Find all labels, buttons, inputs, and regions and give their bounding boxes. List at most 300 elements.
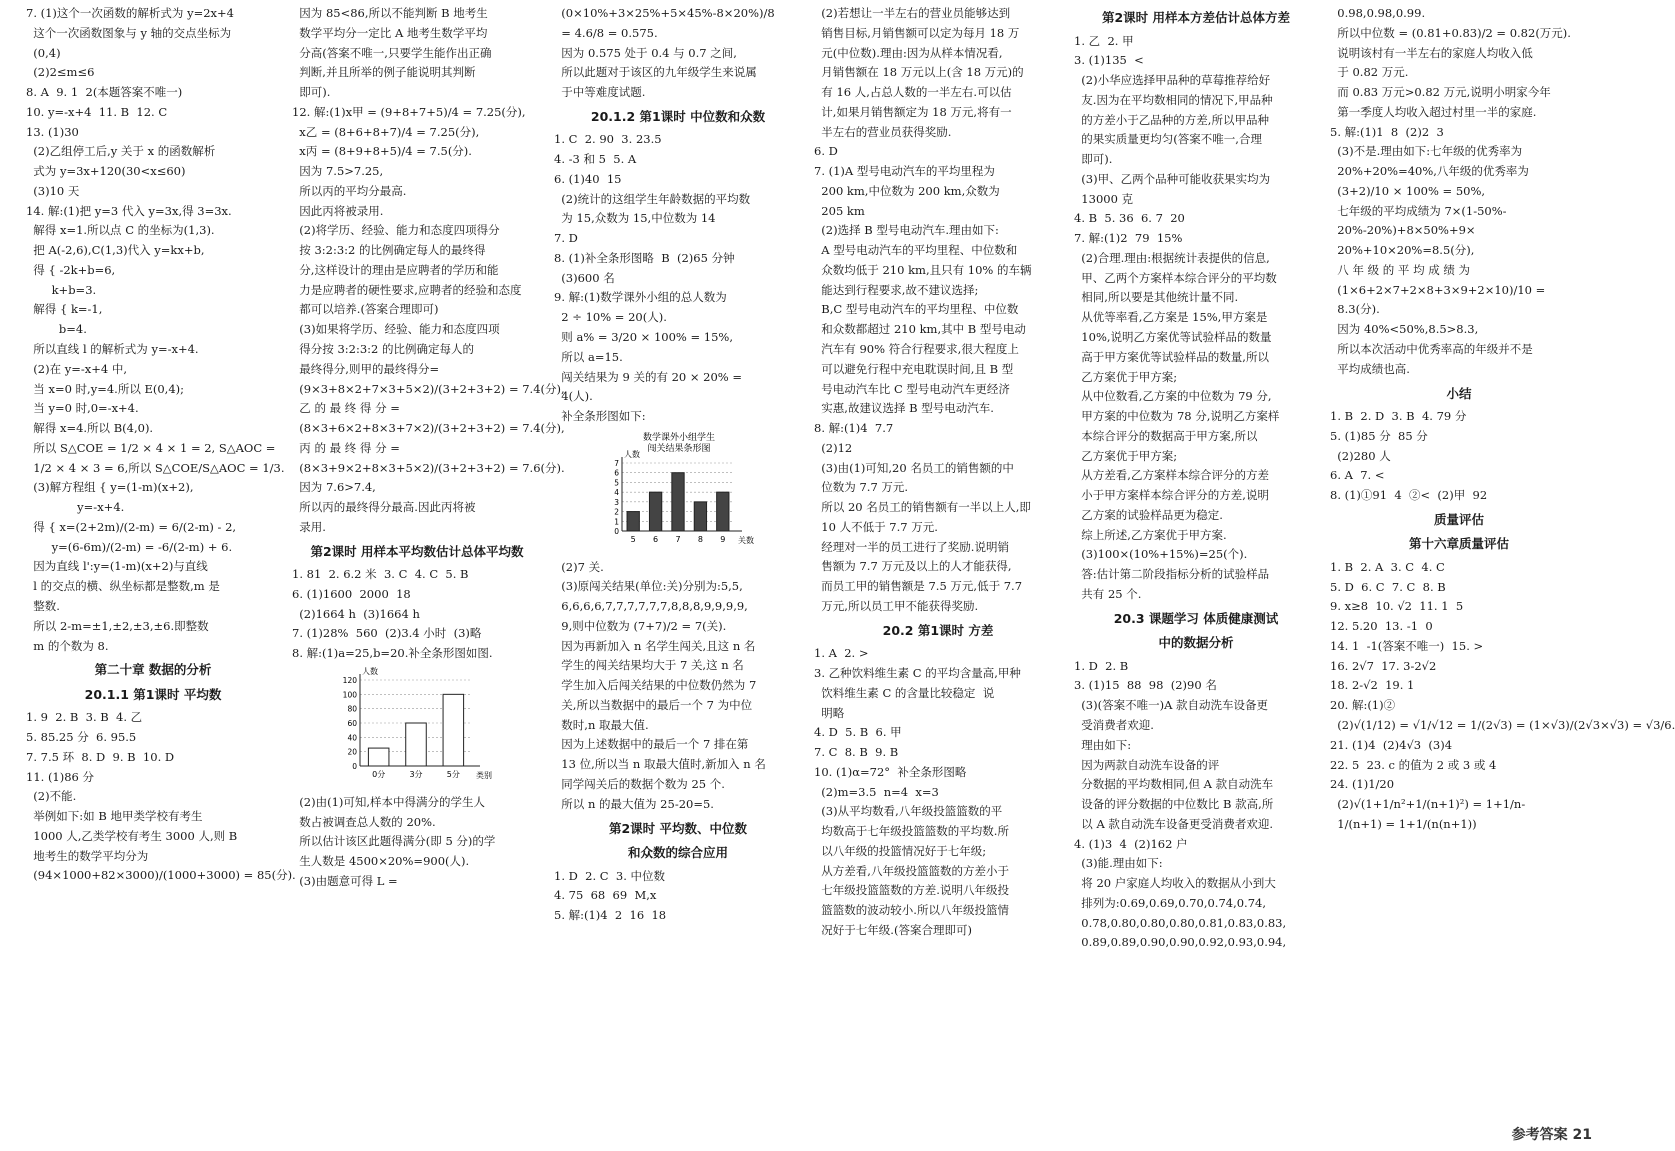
answer-line: 20%+20%=40%,八年级的优秀率为 — [1330, 164, 1529, 179]
answer-line: (2)280 人 — [1330, 448, 1391, 463]
y-tick-label: 3 — [614, 497, 619, 507]
answer-line: 半左右的营业员获得奖励. — [814, 124, 952, 139]
answer-line: 所以估计该区此题得满分(即 5 分)的学 — [292, 834, 496, 849]
y-tick-label: 40 — [347, 733, 357, 743]
answer-line: 力是应聘者的硬性要求,应聘者的经验和态度 — [292, 282, 522, 297]
answer-line: 7. C 8. B 9. B — [814, 745, 899, 760]
answer-line: 从优等率看,乙方案是 15%,甲方案是 — [1074, 310, 1268, 325]
y-axis-label: 人数 — [624, 449, 640, 459]
answer-line: (0,4) — [26, 45, 61, 60]
answer-line: 理由如下: — [1074, 737, 1132, 752]
answer-line: 0.98,0.98,0.99. — [1330, 6, 1426, 20]
answer-line: 录用. — [292, 519, 326, 534]
y-tick-label: 0 — [352, 762, 357, 771]
answer-line: y=-x+4. — [26, 500, 125, 515]
level-bar-chart — [554, 427, 802, 558]
answer-line: 以 A 款自动洗车设备更受消费者欢迎. — [1074, 816, 1274, 831]
answer-line: 可以避免行程中充电耽误时间,且 B 型 — [814, 361, 1014, 376]
answer-line: (2)不能. — [26, 789, 77, 804]
answer-line: 于 0.82 万元. — [1330, 65, 1409, 80]
page-footer: 参考答案 21 — [1511, 1126, 1592, 1143]
answer-line: 7. (1)A 型号电动汽车的平均里程为 — [814, 164, 995, 179]
answer-line: 13 位,所以当 n 取最大值时,新加入 n 名 — [554, 757, 766, 772]
answer-line: (2)乙组停工后,y 关于 x 的函数解析 — [26, 144, 216, 159]
answer-line: 5. 解:(1)1 8 (2)2 3 — [1330, 124, 1444, 139]
chart-title: 数学课外小组学生 — [642, 432, 716, 443]
answer-line: 4. D 5. B 6. 甲 — [814, 725, 902, 740]
answer-line: 的方差小于乙品种的方差,所以甲品种 — [1074, 112, 1269, 127]
answer-line: 解得 x=4.所以 B(4,0). — [26, 421, 154, 436]
answer-line: 销售目标,月销售额可以定为每月 18 万 — [814, 25, 1020, 40]
chart-subtitle: 闯关结果条形图 — [647, 443, 711, 454]
bar — [368, 748, 389, 766]
answer-line: 分高(答案不唯一,只要学生能作出正确 — [292, 45, 492, 60]
answer-line: 所以丙的平均分最高. — [292, 183, 407, 198]
answer-line: 将 20 户家庭人均收入的数据从小到大 — [1074, 876, 1276, 891]
answer-line: 当 y=0 时,0=-x+4. — [26, 401, 139, 416]
answer-line: 乙方案优于甲方案; — [1074, 369, 1178, 384]
answer-line: (3)10 天 — [26, 183, 80, 198]
answer-line: 从方差看,八年级投篮篮数的方差小于 — [814, 863, 1009, 878]
answer-line: 7. 解:(1)2 79 15% — [1074, 231, 1183, 246]
answer-line: 都可以培养.(答案合理即可) — [292, 302, 439, 317]
answer-line: 3. (1)15 88 98 (2)90 名 — [1074, 678, 1217, 693]
answer-line: 排列为:0.69,0.69,0.70,0.74,0.74, — [1074, 895, 1266, 910]
answer-line: 5. 85.25 分 6. 95.5 — [26, 730, 137, 745]
answer-line: = 4.6/8 = 0.575. — [554, 25, 658, 40]
answer-line: 售额为 7.7 万元及以上的人才能获得, — [814, 559, 1012, 574]
answer-line: 6. D — [814, 144, 838, 159]
answer-line: 经理对一半的员工进行了奖励.说明销 — [814, 539, 1009, 554]
answer-line: 得 { x=(2+2m)/(2-m) = 6/(2-m) - 2, — [26, 519, 237, 534]
answer-line: 本综合评分的数据高于甲方案,所以 — [1074, 428, 1258, 443]
answer-line: 分数据的平均数相同,但 A 款自动洗车 — [1074, 777, 1274, 792]
answer-line: 所以 2-m=±1,±2,±3,±6.即整数 — [26, 618, 209, 633]
answer-line: (94×1000+82×3000)/(1000+3000) = 85(分). — [26, 868, 296, 883]
bar — [406, 723, 427, 766]
answer-line: 8. (1)①91 4 ②< (2)甲 92 — [1330, 488, 1488, 503]
answer-line: (3)原闯关结果(单位:关)分别为:5,5, — [554, 579, 743, 594]
answer-line: 1. B 2. A 3. C 4. C — [1330, 559, 1445, 574]
y-tick-label: 0 — [614, 526, 619, 536]
answer-line: 答:估计第二阶段指标分析的试验样品 — [1074, 567, 1270, 582]
answer-line: 7. 7.5 环 8. D 9. B 10. D — [26, 749, 175, 764]
column-4 — [810, 4, 1066, 1144]
answer-line: y=(6-6m)/(2-m) = -6/(2-m) + 6. — [26, 539, 233, 554]
section-heading: 20.1.2 第1课时 中位数和众数 — [590, 108, 766, 124]
section-heading: 20.1.1 第1课时 平均数 — [84, 686, 222, 702]
y-tick-label: 120 — [342, 676, 357, 685]
answer-line: 205 km — [814, 203, 865, 218]
answer-line: 所以本次活动中优秀率高的年级并不是 — [1330, 342, 1533, 357]
y-tick-label: 6 — [614, 468, 619, 478]
x-axis-label: 类别 — [476, 771, 492, 780]
answer-line: 为 15,众数为 15,中位数为 14 — [554, 211, 716, 226]
answer-line: (3)解方程组 { y=(1-m)(x+2), — [26, 480, 194, 495]
y-tick-label: 60 — [347, 719, 357, 728]
answer-line: 8. A 9. 1 2(本题答案不唯一) — [26, 85, 183, 100]
y-tick-label: 100 — [342, 690, 357, 700]
y-axis-label: 人数 — [362, 667, 378, 676]
answer-line: (2)12 — [814, 440, 853, 455]
section-heading: 第2课时 平均数、中位数 — [608, 820, 748, 836]
answer-line: (2)m=3.5 n=4 x=3 — [814, 784, 939, 799]
answer-line: 第一季度人均收入超过村里一半的家庭. — [1330, 104, 1537, 119]
answer-line: 1. D 2. B — [1074, 658, 1129, 673]
answer-line: 所以丙的最终得分最高.因此丙将被 — [292, 500, 476, 515]
answer-line: 所以 n 的最大值为 25-20=5. — [554, 796, 714, 811]
answer-line: 所以 a=15. — [554, 349, 623, 364]
answer-line: 1. 乙 2. 甲 — [1074, 33, 1134, 48]
answer-line: 21. (1)4 (2)4√3 (3)4 — [1330, 737, 1453, 752]
answer-line: 因为两款自动洗车设备的评 — [1074, 757, 1220, 772]
bar — [694, 502, 706, 531]
answer-line: 1. C 2. 90 3. 23.5 — [554, 132, 662, 147]
answer-line: 所以直线 l 的解析式为 y=-x+4. — [26, 342, 199, 357]
answer-line: 乙方案的试验样品更为稳定. — [1074, 507, 1223, 522]
answer-line: 分,这样设计的理由是应聘者的学历和能 — [292, 262, 499, 277]
bar — [443, 694, 464, 766]
answer-line: 7. (1)28% 560 (2)3.4 小时 (3)略 — [292, 626, 482, 641]
answer-line: 实惠,故建议选择 B 型号电动汽车. — [814, 401, 994, 416]
answer-line: (3)(答案不唯一)A 款自动洗车设备更 — [1074, 698, 1269, 713]
answer-line: 说明该村有一半左右的家庭人均收入低 — [1330, 45, 1533, 60]
answer-line: 整数. — [26, 598, 60, 613]
answer-line: 综上所述,乙方案优于甲方案. — [1074, 527, 1227, 542]
answer-line: 8. 解:(1)a=25,b=20.补全条形图如图. — [292, 646, 493, 661]
answer-line: 这个一次函数图象与 y 轴的交点坐标为 — [26, 25, 232, 40]
x-tick-label: 0分 — [372, 770, 386, 779]
answer-line: 数时,n 取最大值. — [554, 717, 649, 732]
answer-line: 14. 1 -1(答案不唯一) 15. > — [1330, 638, 1484, 653]
answer-line: 而 0.83 万元>0.82 万元,说明小明家今年 — [1330, 85, 1551, 100]
answer-line: 判断,并且所举的例子能说明其判断 — [292, 65, 476, 80]
answer-line: 因为 7.5>7.25, — [292, 164, 384, 179]
answer-line: (2)√(1/12) = √1/√12 = 1/(2√3) = (1×√3)/(2√3×√3) = √3/6. — [1330, 718, 1675, 732]
answer-line: 因为再新加入 n 名学生闯关,且这 n 名 — [554, 638, 756, 653]
answer-line: (2)由(1)可知,样本中得满分的学生人 — [292, 794, 486, 809]
answer-line: x丙 = (8+9+8+5)/4 = 7.5(分). — [292, 144, 472, 159]
answer-line: 9. x≥8 10. √2 11. 1 5 — [1330, 599, 1464, 614]
answer-line: 即可). — [1074, 152, 1113, 167]
answer-line: 从中位数看,乙方案的中位数为 79 分, — [1074, 389, 1272, 404]
answer-line: 八 年 级 的 平 均 成 绩 为 — [1330, 262, 1471, 277]
section-heading: 质量评估 — [1433, 511, 1484, 527]
answer-line: 篮篮数的波动较小.所以八年级投篮情 — [814, 903, 1009, 918]
section-heading: 第二十章 数据的分析 — [94, 662, 212, 678]
answer-line: (2)1664 h (3)1664 h — [292, 606, 420, 621]
answer-line: A 型号电动汽车的平均里程、中位数和 — [814, 243, 1018, 258]
answer-line: (3)甲、乙两个品种可能收获果实均为 — [1074, 171, 1271, 186]
answer-line: 所以中位数 = (0.81+0.83)/2 = 0.82(万元). — [1330, 25, 1571, 40]
y-tick-label: 7 — [614, 458, 619, 468]
y-tick-label: 80 — [347, 704, 357, 714]
answer-line: 因此丙将被录用. — [292, 203, 384, 218]
answer-line: 解得 x=1.所以点 C 的坐标为(1,3). — [26, 223, 215, 238]
answer-line: 明略 — [814, 705, 845, 720]
answer-line: (2)合理.理由:根据统计表提供的信息, — [1074, 250, 1270, 265]
section-heading: 第2课时 用样本平均数估计总体平均数 — [310, 543, 524, 559]
answer-line: 学生的闯关结果均大于 7 关,这 n 名 — [554, 658, 744, 673]
answer-line: 1000 人,乙类学校有考生 3000 人,则 B — [26, 828, 238, 843]
answer-line: 乙方案优于甲方案; — [1074, 448, 1178, 463]
answer-line: (2)将学历、经验、能力和态度四项得分 — [292, 223, 500, 238]
answer-line: 平均成绩也高. — [1330, 361, 1410, 376]
answer-line: (1×6+2×7+2×8+3×9+2×10)/10 = — [1330, 282, 1546, 297]
answer-line: 1. A 2. > — [814, 646, 869, 661]
answer-line: 13000 克 — [1074, 191, 1134, 206]
answer-line: 20%-20%)+8×50%+9× — [1330, 223, 1476, 238]
x-axis-label: 关数 — [738, 535, 754, 545]
answer-line: 从方差看,乙方案样本综合评分的方差 — [1074, 468, 1269, 483]
answer-line: 地考生的数学平均分为 — [26, 848, 149, 863]
answer-line: 8. 解:(1)4 7.7 — [814, 421, 894, 436]
answer-line: 式为 y=3x+120(30<x≤60) — [26, 164, 186, 179]
answer-line: 1. D 2. C 3. 中位数 — [554, 868, 666, 883]
answer-line: 得 { -2k+b=6, — [26, 262, 116, 277]
answer-line: 1. 81 2. 6.2 米 3. C 4. C 5. B — [292, 567, 469, 582]
x-tick-label: 9 — [720, 534, 726, 544]
answer-line: 18. 2-√2 19. 1 — [1330, 678, 1415, 693]
answer-line: 因为 0.575 处于 0.4 与 0.7 之间, — [554, 45, 737, 60]
answer-line: k+b=3. — [26, 282, 97, 297]
answer-line: 12. 5.20 13. -1 0 — [1330, 619, 1433, 634]
answer-line: 当 x=0 时,y=4.所以 E(0,4); — [26, 381, 185, 396]
answer-line: 10%,说明乙方案优等试验样品的数量 — [1074, 329, 1272, 344]
answer-line: 况好于七年级.(答案合理即可) — [814, 922, 972, 937]
answer-line: 因为 85<86,所以不能判断 B 地考生 — [292, 6, 488, 20]
answer-line: 14. 解:(1)把 y=3 代入 y=3x,得 3=3x. — [26, 203, 232, 218]
answer-line: 元(中位数).理由:因为从样本情况看, — [814, 45, 1003, 60]
answer-line: 数学平均分一定比 A 地考生数学平均 — [292, 25, 488, 40]
bar — [627, 511, 639, 530]
section-heading: 第十六章质量评估 — [1408, 536, 1509, 552]
answer-line: 9. 解:(1)数学课外小组的总人数为 — [554, 290, 727, 305]
answer-line: (2)小华应选择甲品种的草莓推荐给好 — [1074, 73, 1271, 88]
answer-line: 所以此题对于该区的九年级学生来说属 — [554, 65, 757, 80]
section-heading: 20.2 第1课时 方差 — [882, 622, 994, 638]
bar — [649, 492, 661, 531]
answer-line: 小于甲方案样本综合评分的方差,说明 — [1074, 488, 1269, 503]
y-tick-label: 2 — [614, 507, 619, 517]
answer-line: 10. y=-x+4 11. B 12. C — [26, 104, 168, 119]
answer-line: 均数高于七年级投篮篮数的平均数.所 — [814, 824, 1009, 839]
answer-line: (3)由(1)可知,20 名员工的销售额的中 — [814, 460, 1014, 475]
answer-line: 号电动汽车比 C 型号电动汽车更经济 — [814, 381, 1010, 396]
x-tick-label: 6 — [653, 534, 659, 544]
answer-line: 200 km,中位数为 200 km,众数为 — [814, 183, 1000, 198]
answer-line: 1/2 × 4 × 3 = 6,所以 S△COE/S△AOC = 1/3. — [26, 460, 285, 475]
answer-line: 0.78,0.80,0.80,0.80,0.81,0.83,0.83, — [1074, 915, 1287, 930]
answer-line: (2)在 y=-x+4 中, — [26, 361, 128, 376]
answer-line: B,C 型号电动汽车的平均里程、中位数 — [814, 302, 1019, 317]
answer-line: 甲、乙两个方案样本综合评分的平均数 — [1074, 270, 1277, 285]
answer-line: 1. 9 2. B 3. B 4. 乙 — [26, 710, 143, 725]
answer-line: 1. B 2. D 3. B 4. 79 分 — [1330, 409, 1467, 424]
answer-line: 4. 75 68 69 M,x — [554, 888, 657, 903]
answer-line: (3)由题意可得 L = — [292, 873, 398, 888]
column-6 — [1326, 4, 1675, 1144]
column-2 — [288, 4, 565, 1144]
answer-line: b=4. — [26, 322, 87, 337]
answer-line: 10 人不低于 7.7 万元. — [814, 519, 938, 534]
answer-line: (2)7 关. — [554, 559, 604, 574]
answer-line: 数占被调查总人数的 20%. — [292, 814, 436, 829]
answer-line: 丙 的 最 终 得 分 = — [292, 440, 400, 455]
answer-line: 5. D 6. C 7. C 8. B — [1330, 579, 1446, 594]
answer-line: m 的个数为 8. — [26, 638, 109, 653]
answer-line: 6. A 7. < — [1330, 468, 1385, 483]
answer-line: 以八年级的投篮情况好于七年级; — [814, 843, 987, 858]
answer-line: l 的交点的横、纵坐标都是整数,m 是 — [26, 579, 220, 594]
answer-line: 即可). — [292, 85, 331, 100]
answer-line: (3)从平均数看,八年级投篮篮数的平 — [814, 804, 1003, 819]
answer-line: (2)统计的这组学生年龄数据的平均数 — [554, 191, 751, 206]
answer-line: 16. 2√7 17. 3-2√2 — [1330, 658, 1437, 673]
answer-line: 3. 乙种饮料维生素 C 的平均含量高,甲种 — [814, 666, 1021, 680]
column-1 — [22, 4, 296, 1144]
answer-line: 有 16 人,占总人数的一半左右.可以估 — [814, 85, 1012, 100]
answer-line: 于中等难度试题. — [554, 85, 646, 100]
answer-line: 因为直线 l':y=(1-m)(x+2)与直线 — [26, 559, 208, 574]
fig1-svg — [332, 666, 502, 784]
section-heading: 小结 — [1446, 385, 1472, 401]
answer-line: (2)选择 B 型号电动汽车.理由如下: — [814, 223, 999, 238]
answer-line: 友.因为在平均数相同的情况下,甲品种 — [1074, 92, 1273, 107]
answer-line: 七年级的平均成绩为 7×(1-50%- — [1330, 203, 1507, 218]
answer-line: 高于甲方案优等试验样品的数量,所以 — [1074, 349, 1269, 364]
answer-line: (2)若想让一半左右的营业员能够达到 — [814, 6, 1011, 20]
answer-line: 8.3(分). — [1330, 302, 1380, 317]
answer-line: 因为 40%<50%,8.5>8.3, — [1330, 322, 1479, 337]
answer-line: 6,6,6,6,7,7,7,7,7,7,8,8,8,9,9,9,9, — [554, 599, 748, 614]
answer-line: (3)如果将学历、经验、能力和态度四项 — [292, 322, 500, 337]
answer-line: 汽车有 90% 符合行程要求,很大程度上 — [814, 342, 1019, 357]
answer-line: 22. 5 23. c 的值为 2 或 3 或 4 — [1330, 757, 1497, 772]
answer-line: 补全条形图如下: — [554, 409, 646, 424]
answer-line: 0.89,0.89,0.90,0.90,0.92,0.93,0.94, — [1074, 935, 1287, 950]
answer-line: 乙 的 最 终 得 分 = — [292, 401, 400, 416]
answer-line: 万元,所以员工甲不能获得奖励. — [814, 598, 979, 613]
answer-line: 5. (1)85 分 85 分 — [1330, 428, 1428, 443]
answer-line: 11. (1)86 分 — [26, 769, 95, 784]
answer-line: 和众数都超过 210 km,其中 B 型号电动 — [814, 322, 1026, 337]
score-bar-chart — [292, 664, 542, 793]
answer-line: 七年级投篮篮数的方差.说明八年级投 — [814, 883, 1009, 898]
answer-line: (8×3+9×2+8×3+5×2)/(3+2+3+2) = 7.6(分). — [292, 460, 565, 475]
answer-line: 20. 解:(1)② — [1330, 698, 1396, 713]
answer-line: 因为上述数据中的最后一个 7 排在第 — [554, 737, 749, 752]
answer-line: 位数为 7.7 万元. — [814, 480, 909, 495]
section-heading: 20.3 课题学习 体质健康测试 — [1113, 610, 1279, 626]
answer-line: 4(人). — [554, 389, 593, 404]
column-3 — [550, 4, 806, 1144]
answer-line: 4. (1)3 4 (2)162 户 — [1074, 836, 1188, 851]
answer-line: 24. (1)1/20 — [1330, 777, 1395, 792]
answer-line: 7. (1)这个一次函数的解析式为 y=2x+4 — [26, 6, 234, 20]
answer-line: (0×10%+3×25%+5×45%-8×20%)/8 — [554, 6, 775, 20]
column-5 — [1070, 4, 1322, 1144]
answer-line: 共有 25 个. — [1074, 586, 1142, 601]
answer-line: (3)能.理由如下: — [1074, 856, 1163, 871]
answer-line: (9×3+8×2+7×3+5×2)/(3+2+3+2) = 7.4(分), — [292, 381, 565, 396]
answer-line: 6. (1)40 15 — [554, 171, 622, 186]
answer-line: 4. -3 和 5 5. A — [554, 152, 637, 167]
answer-line: (3)600 名 — [554, 270, 615, 285]
answer-line: (2)√(1+1/n²+1/(n+1)²) = 1+1/n- — [1330, 797, 1526, 812]
answer-line: 5. 解:(1)4 2 16 18 — [554, 908, 667, 923]
answer-line: 受消费者欢迎. — [1074, 718, 1154, 732]
answer-line: 20%+10×20%=8.5(分), — [1330, 243, 1475, 258]
x-tick-label: 5分 — [446, 770, 460, 779]
y-tick-label: 5 — [614, 478, 619, 488]
answer-line: (3+2)/10 × 100% = 50%, — [1330, 183, 1486, 198]
bar — [717, 492, 729, 531]
section-heading: 中的数据分析 — [1158, 635, 1234, 651]
answer-line: 闯关结果为 9 关的有 20 × 20% = — [554, 369, 743, 384]
answer-line: 2 ÷ 10% = 20(人). — [554, 310, 667, 325]
answer-line: (3)不是.理由如下:七年级的优秀率为 — [1330, 144, 1523, 159]
answer-line: 10. (1)α=72° 补全条形图略 — [814, 764, 967, 779]
answer-line: 饮料维生素 C 的含量比较稳定 说 — [814, 685, 995, 700]
answer-line: 4. B 5. 36 6. 7 20 — [1074, 211, 1185, 226]
answer-line: 计,如果月销售额定为 18 万元,将有一 — [814, 104, 1012, 119]
answer-line: 得分按 3:2:3:2 的比例确定每人的 — [292, 342, 475, 357]
answer-line: 关,所以当数据中的最后一个 7 为中位 — [554, 697, 753, 712]
fig2-svg — [594, 429, 764, 549]
answer-line: 生人数是 4500×20%=900(人). — [292, 854, 470, 869]
answer-line: 6. (1)1600 2000 18 — [292, 586, 411, 601]
answer-line: 3. (1)135 < — [1074, 53, 1144, 68]
answer-line: 设备的评分数据的中位数比 B 款高,所 — [1074, 797, 1274, 812]
answer-line: 按 3:2:3:2 的比例确定每人的最终得 — [292, 243, 486, 258]
section-heading: 第2课时 用样本方差估计总体方差 — [1101, 10, 1291, 25]
y-tick-label: 20 — [347, 747, 357, 757]
y-tick-label: 1 — [614, 517, 619, 527]
answer-line: 12. 解:(1)x甲 = (9+8+7+5)/4 = 7.25(分), — [292, 104, 526, 119]
answer-line: 学生加入后闯关结果的中位数仍然为 7 — [554, 678, 757, 693]
answer-line: 8. (1)补全条形图略 B (2)65 分钟 — [554, 250, 735, 265]
answer-line: 9,则中位数为 (7+7)/2 = 7(关). — [554, 618, 727, 633]
answer-line: 所以 S△COE = 1/2 × 4 × 1 = 2, S△AOC = — [26, 440, 276, 455]
section-heading: 和众数的综合应用 — [627, 845, 728, 861]
x-tick-label: 8 — [697, 534, 703, 544]
answer-line: 举例如下:如 B 地甲类学校有考生 — [26, 809, 203, 824]
answer-line: 而员工甲的销售额是 7.5 万元,低于 7.7 — [814, 579, 1023, 594]
answer-line: x乙 = (8+6+8+7)/4 = 7.25(分), — [292, 124, 480, 139]
answer-line: 解得 { k=-1, — [26, 302, 103, 317]
answer-line: 1/(n+1) = 1+1/(n(n+1)) — [1330, 816, 1477, 831]
answer-line: 最终得分,则甲的最终得分= — [292, 361, 440, 376]
answer-line: 把 A(-2,6),C(1,3)代入 y=kx+b, — [26, 243, 205, 258]
answer-line: 月销售额在 18 万元以上(含 18 万元)的 — [814, 65, 1024, 80]
answer-line: 同学闯关后的数据个数为 25 个. — [554, 777, 725, 791]
x-tick-label: 3分 — [409, 770, 423, 779]
answer-line: 能达到行程要求,故不建议选择; — [814, 282, 979, 297]
answer-line: (8×3+6×2+8×3+7×2)/(3+2+3+2) = 7.4(分), — [292, 421, 565, 436]
bar — [672, 473, 684, 531]
answer-line: 的果实质量更均匀(答案不唯一,合理 — [1074, 132, 1262, 147]
answer-line: 13. (1)30 — [26, 124, 79, 139]
y-tick-label: 4 — [614, 487, 619, 497]
answer-line: 则 a% = 3/20 × 100% = 15%, — [554, 329, 734, 344]
answer-line: 众数均低于 210 km,且只有 10% 的车辆 — [814, 262, 1032, 277]
answer-line: 因为 7.6>7.4, — [292, 480, 376, 495]
answer-line: 甲方案的中位数为 78 分,说明乙方案样 — [1074, 409, 1280, 424]
x-tick-label: 5 — [630, 534, 636, 544]
answer-line: 所以 20 名员工的销售额有一半以上人,即 — [814, 500, 1031, 515]
answer-line: (3)100×(10%+15%)=25(个). — [1074, 547, 1248, 562]
